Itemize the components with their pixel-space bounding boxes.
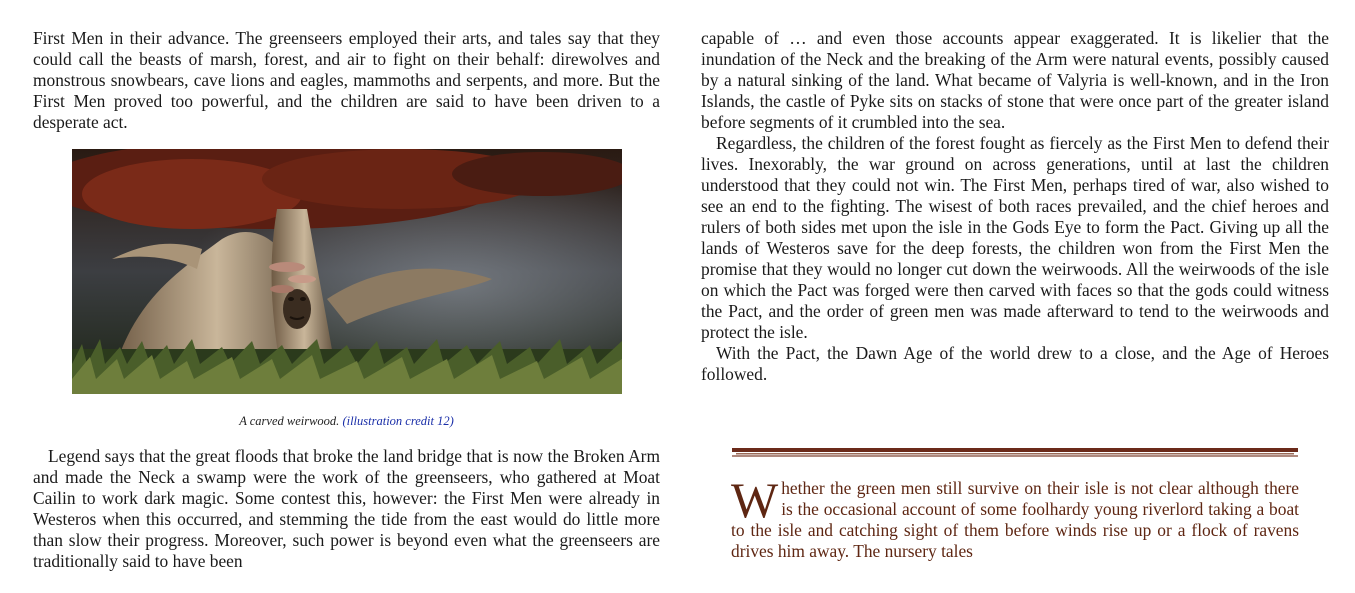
left-paragraph-2-container — [33, 446, 660, 572]
right-paragraph-1: capable of … and even those accounts appear exaggerated. It is likelier that the inundation of the Neck and the breaking of the Arm were natural events, possibly caused by a natural sinking of the land. What became of Valyria is well-known, and in the Iron Islands, the castle of Pyke sits on stacks of stone that were once part of the greater island before segments of it crumbled into the sea. — [701, 28, 1329, 132]
sidebar-text: hether the green men still survive on their isle is not clear although there is the occasional account of some foolhardy young riverlord taking a boat to the isle and catching sight of them before winds rise up or a flock of ravens drives him away. The nursery tales — [731, 478, 1299, 561]
left-column — [33, 28, 660, 133]
figure-caption — [33, 414, 660, 429]
drop-cap: W — [731, 472, 779, 528]
left-paragraph-1: First Men in their advance. The greenseers employed their arts, and tales say that they could call the beasts of marsh, forest, and air to fight on their behalf: direwolves and monstrous snowbears, cave lions and eagles, mammoths and serpents, and more. But the First Men proved too powerful, and the children are said to have been driven to a desperate act. — [33, 28, 660, 132]
right-column — [701, 28, 1329, 385]
right-paragraph-2: Regardless, the children of the forest fought as fiercely as the First Men to defend their lives. Inexorably, the war ground on across generations, until at last the children understood that they could not win. The First Men, perhaps tired of war, also wished to see an end to the fighting. The wisest of both races prevailed, and the chief heroes and rulers of both sides met upon the isle in the Gods Eye to form the Pact. Giving up all the lands of Westeros save for the deep forests, the children won from the First Men the promise that they would no longer cut down the weirwoods. All the weirwoods of the isle on which the Pact was forged were then carved with faces so that the gods could witness the Pact, and the order of green men was made afterward to tend to the weirwoods and protect the isle. — [701, 133, 1329, 342]
caption-text: A carved weirwood. — [239, 414, 343, 428]
weirwood-illustration-svg — [72, 149, 622, 394]
sidebar-paragraph — [731, 472, 1299, 562]
left-paragraph-2: Legend says that the great floods that broke the land bridge that is now the Broken Arm and made the Neck a swamp were the work of the greenseers, who gathered at Moat Cailin to work dark magic. Some contest this, however: the First Men were already in Westeros when this occurred, and stemming the tide from the east would do little more than slow their progress. Moreover, such power is beyond even what the greenseers are traditionally said to have been — [33, 446, 660, 571]
illustration-credit-link[interactable]: (illustration credit 12) — [342, 414, 454, 428]
ornamental-divider — [732, 446, 1298, 460]
right-paragraph-3: With the Pact, the Dawn Age of the world drew to a close, and the Age of Heroes followed. — [701, 343, 1329, 384]
weirwood-illustration — [72, 149, 622, 394]
divider-rule-svg — [732, 446, 1298, 460]
sidebar-box — [731, 472, 1299, 562]
